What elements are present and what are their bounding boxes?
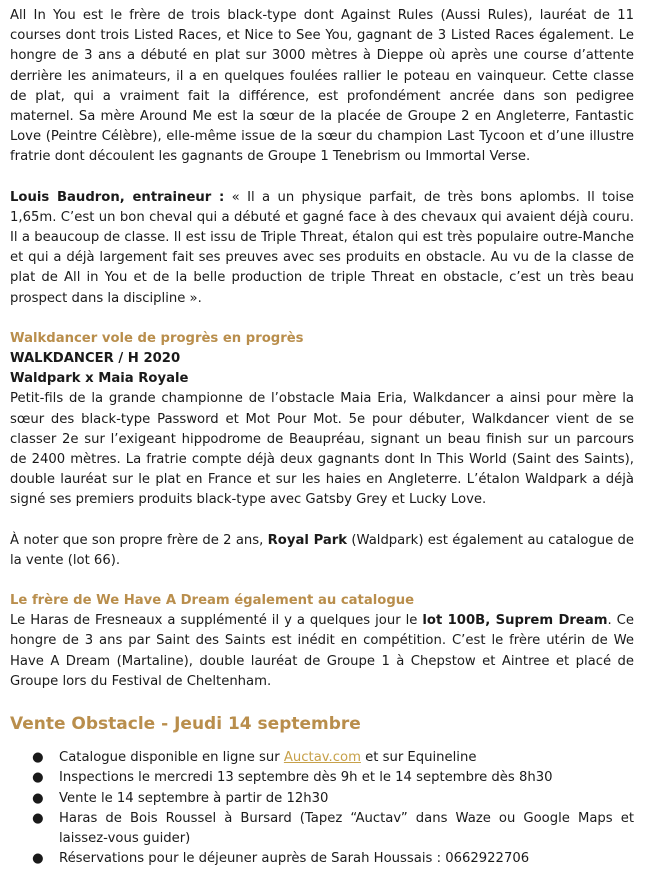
catalogue-text-before: Catalogue disponible en ligne sur: [59, 750, 284, 766]
catalogue-text-after: et sur Equineline: [360, 750, 477, 766]
list-item-inspections: [10, 768, 634, 788]
royal-park-note: [10, 531, 634, 571]
suprem-text-before: Le Haras de Fresneaux a supplémenté il y a quelques jour le: [10, 613, 423, 629]
walkdancer-paragraph: Petit-fils de la grande championne de l’obstacle Maia Eria, Walkdancer a ainsi pour mère la sœur des black-type Password et Mot Pour Mot. 5e pour débuter, Walkdancer vient de se classer 2e sur l’exigeant hippodrome de Beaupréau, signant un beau finish sur un parcours de 2400 mètres. La fratrie compte déjà deux gagnants dont In This World (Saint des Saints), double lauréat sur le plat en France et sur les haies en Angleterre. L’étalon Waldpark a déjà signé ses premiers produits black-type avec Gatsby Grey et Lucky Love.: [10, 391, 634, 508]
bullet-icon: ●: [32, 790, 44, 806]
lunch-text: Réservations pour le déjeuner auprès de Sarah Houssais : 0662922706: [59, 851, 530, 867]
suprem-dream-paragraph: [10, 611, 634, 692]
sale-time-text: Vente le 14 septembre à partir de 12h30: [59, 790, 329, 806]
royal-park-name: Royal Park: [267, 532, 348, 548]
location-text: Haras de Bois Roussel à Bursard (Tapez “Auctav” dans Waze ou Google Maps et laissez-vous guider): [59, 810, 634, 846]
bullet-icon: ●: [32, 770, 44, 786]
bullet-icon: ●: [32, 851, 44, 867]
bullet-icon: ●: [32, 750, 44, 766]
list-item-lunch: [10, 849, 634, 869]
royal-park-note-before: À noter que son propre frère de 2 ans,: [10, 532, 268, 548]
quote-text: « Il a un physique parfait, de très bons aplombs. Il toise 1,65m. C’est un bon cheval qui a débuté et gagné face à des chevaux qui avaient déjà couru. Il a beaucoup de classe. Il est issu de Triple Threat, étalon qui est très populaire outre-Manche et qui a déjà largement fait ses preuves avec ses produits en obstacle. Au vu de la classe de plat de All in You et de la belle production de triple Threat en obstacle, c’est un très beau prospect dans la discipline ».: [10, 189, 634, 306]
sale-heading: Vente Obstacle - Jeudi 14 septembre: [10, 714, 361, 735]
auctav-link[interactable]: Auctav.com: [283, 750, 361, 766]
trainer-quote-paragraph: [10, 188, 634, 309]
quote-speaker: Louis Baudron, entraineur :: [10, 189, 225, 205]
suprem-text-after: . Ce hongre de 3 ans par Saint des Saints est inédit en compétition. C’est le frère utérin de We Have A Dream (Martaline), double lauréat de Groupe 1 à Chepstow et Aintree et placé de Groupe lors du Festival de Cheltenham.: [10, 613, 635, 689]
inspections-text: Inspections le mercredi 13 septembre dès 9h et le 14 septembre dès 8h30: [59, 770, 553, 786]
walkdancer-pedigree: Waldpark x Maia Royale: [10, 371, 189, 387]
walkdancer-heading: Walkdancer vole de progrès en progrès: [10, 330, 304, 346]
sale-info-list: [10, 748, 634, 869]
bullet-icon: ●: [32, 810, 44, 826]
walkdancer-name: WALKDANCER / H 2020: [10, 351, 181, 367]
document-page: [10, 6, 634, 869]
suprem-dream-heading: Le frère de We Have A Dream également au catalogue: [10, 593, 415, 609]
all-in-you-paragraph: All In You est le frère de trois black-type dont Against Rules (Aussi Rules), lauréat de 11 courses dont trois Listed Races, et Nice to See You, gagnant de 3 Listed Races également. Le hongre de 3 ans a débuté en plat sur 3000 mètres à Dieppe où après une course d’attente derrière les animateurs, il a en quelques foulées rallier le poteau en vainqueur. Cette classe de plat, qui a vraiment fait la différence, est profondément ancrée dans son pedigree maternel. Sa mère Around Me est la sœur de la placée de Groupe 2 en Angleterre, Fantastic Love (Peintre Célèbre), elle-même issue de la sœur du champion Last Tycoon et d’une illustre fratrie dont découlent les gagnants de Groupe 1 Tenebrism ou Immortal Verse.: [10, 8, 634, 165]
suprem-lot: lot 100B, Suprem Dream: [422, 613, 608, 629]
list-item-sale-time: [10, 789, 634, 809]
list-item-location: [10, 809, 634, 849]
list-item-catalogue: [10, 748, 634, 768]
royal-park-note-after: (Waldpark) est également au catalogue de la vente (lot 66).: [10, 532, 635, 568]
